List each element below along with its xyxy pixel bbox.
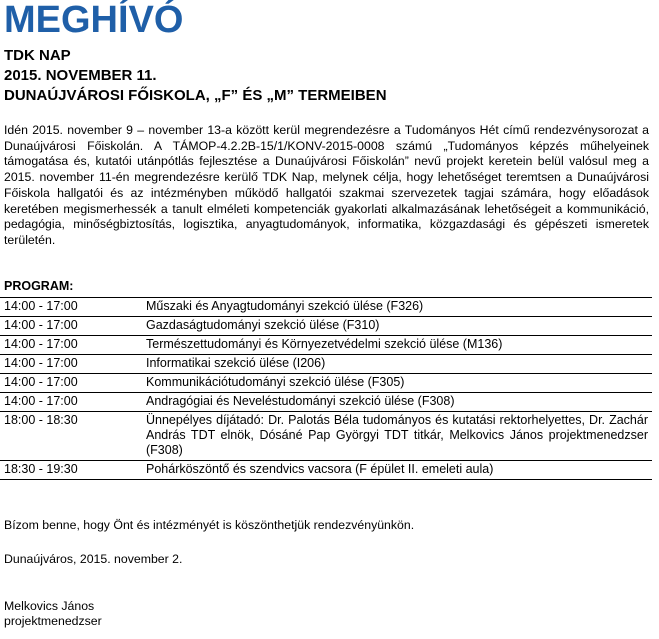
program-row [0, 355, 652, 374]
program-time: 14:00 - 17:00 [0, 298, 142, 317]
program-time: 18:00 - 18:30 [0, 412, 142, 461]
program-row [0, 336, 652, 355]
place-date: Dunaújváros, 2015. november 2. [4, 552, 183, 566]
program-description: Kommunikációtudományi szekció ülése (F305) [142, 374, 652, 393]
program-description: Műszaki és Anyagtudományi szekció ülése (F326) [142, 298, 652, 317]
program-description: Pohárköszöntő és szendvics vacsora (F épület II. emeleti aula) [142, 461, 652, 480]
program-table [0, 297, 652, 480]
event-venue: DUNAÚJVÁROSI FŐISKOLA, „F” ÉS „M” TERMEIBEN [4, 87, 387, 104]
program-description: Ünnepélyes díjátadó: Dr. Palotás Béla tudományos és kutatási rektorhelyettes, Dr. Zachár András TDT elnök, Dósáné Pap Györgyi TDT titkár, Melkovics János projektmenedzser (F308) [142, 412, 652, 461]
program-description: Gazdaságtudományi szekció ülése (F310) [142, 317, 652, 336]
program-row [0, 412, 652, 461]
signer-role: projektmenedzser [4, 614, 102, 628]
program-row [0, 317, 652, 336]
program-time: 14:00 - 17:00 [0, 317, 142, 336]
program-row [0, 461, 652, 480]
program-description: Informatikai szekció ülése (I206) [142, 355, 652, 374]
intro-paragraph: Idén 2015. november 9 – november 13-a között kerül megrendezésre a Tudományos Hét című rendezvénysorozat a Dunaújvárosi Főiskolán. A TÁMOP-4.2.2B-15/1/KONV-2015-0008 számú „Tudományos képzés műhelyeinek támogatása és, kutatói utánpótlás fejlesztése a Dunaújvárosi Főiskolán” nevű projekt keretein belül valósul meg a 2015. november 11-én megrendezésre kerülő TDK Nap, melynek célja, hogy lehetőséget teremtsen a Dunaújvárosi Főiskola hallgatói és az intézményben működő hallgatói szakmai szervezetek tagjai számára, hogy előadások keretében megismerhessék a tanult elméleti kompetenciák gyakorlati alkalmazásának lehetőségeit a kommunikáció, pedagógia, minőségbiztosítás, logisztika, anyagtudományok, informatika, közgazdasági és gépészeti ismeretek területén. [4, 123, 649, 247]
invitation-title: MEGHÍVÓ [4, 0, 184, 41]
program-description: Természettudományi és Környezetvédelmi szekció ülése (M136) [142, 336, 652, 355]
event-name: TDK NAP [4, 47, 71, 64]
signer-name: Melkovics János [4, 599, 95, 613]
program-time: 14:00 - 17:00 [0, 374, 142, 393]
program-time: 14:00 - 17:00 [0, 355, 142, 374]
event-date: 2015. NOVEMBER 11. [4, 67, 157, 84]
closing-sentence: Bízom benne, hogy Önt és intézményét is köszönthetjük rendezvényünkön. [4, 518, 415, 532]
program-time: 14:00 - 17:00 [0, 336, 142, 355]
program-description: Andragógiai és Neveléstudományi szekció ülése (F308) [142, 393, 652, 412]
program-time: 18:30 - 19:30 [0, 461, 142, 480]
program-row [0, 298, 652, 317]
program-row [0, 374, 652, 393]
program-time: 14:00 - 17:00 [0, 393, 142, 412]
program-row [0, 393, 652, 412]
program-heading: PROGRAM: [4, 279, 74, 293]
